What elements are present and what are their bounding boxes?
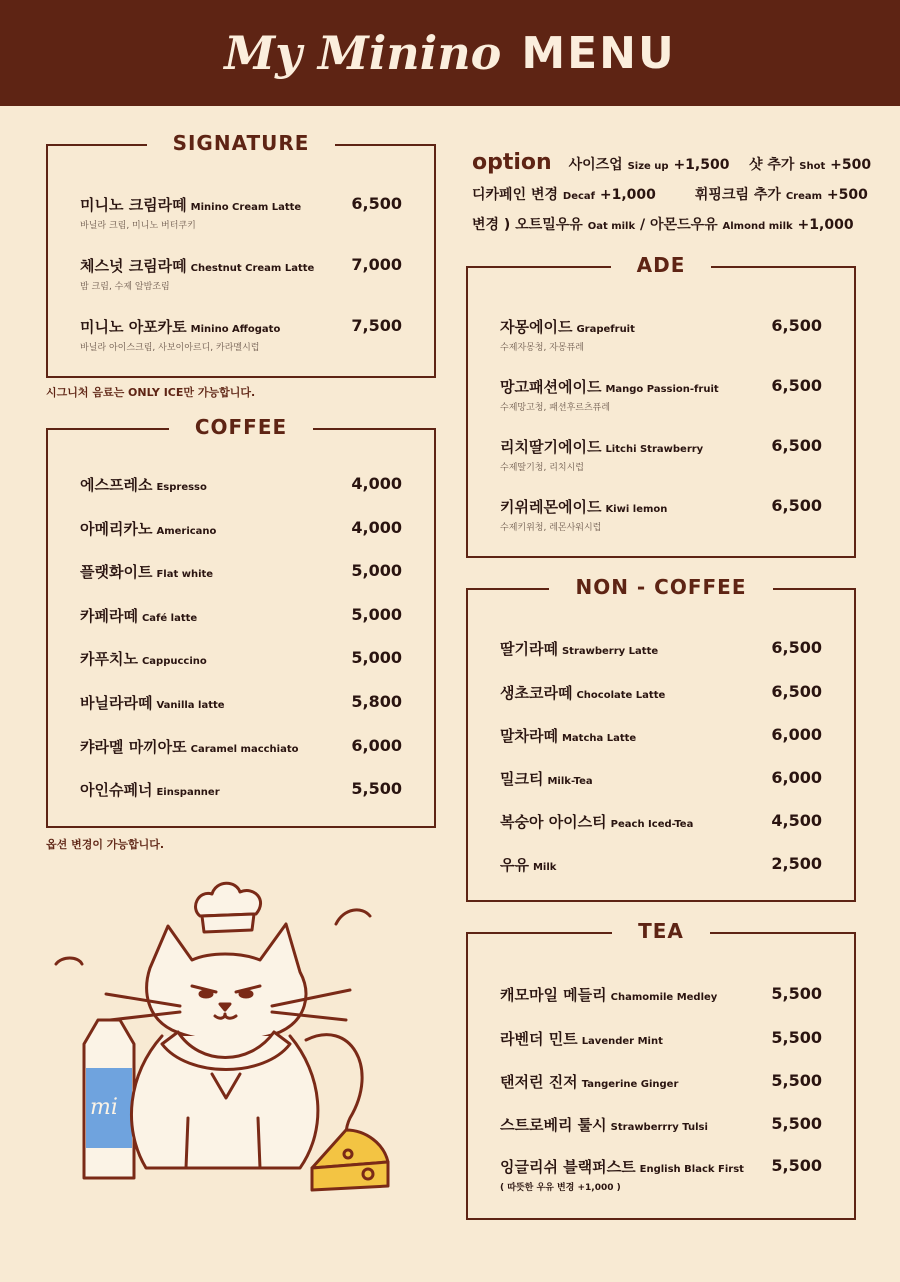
menu-item: 생초코라떼 Chocolate Latte 6,500	[500, 682, 822, 702]
option-almond-milk: 아몬드우유	[650, 217, 718, 233]
option-cream: 휘핑크림 추가	[694, 187, 781, 203]
signature-section	[46, 131, 436, 378]
options-line-1	[472, 150, 871, 175]
milk-label: mi	[90, 1095, 118, 1120]
title-menu: MENU	[521, 27, 676, 79]
coffee-note: 옵션 변경이 가능합니다.	[46, 838, 165, 851]
option-cream-price: +500	[826, 187, 868, 203]
menu-item: 잉글리쉬 블랙퍼스트 English Black First ( 따뜻한 우유 변경 +1,000 ) 5,500	[500, 1156, 822, 1193]
option-size-up-price: +1,500	[673, 157, 730, 173]
signature-title: SIGNATURE	[147, 131, 336, 155]
menu-item: 리치딸기에이드 Litchi Strawberry 수제딸기청, 리치시럽 6,500	[500, 436, 822, 473]
menu-item: 스트로베리 툴시 Strawberrry Tulsi 5,500	[500, 1114, 822, 1134]
menu-item: 카페라떼 Café latte 5,000	[80, 605, 402, 625]
menu-item: 자몽에이드 Grapefruit 수제자몽청, 자몽퓨레 6,500	[500, 316, 822, 353]
cat-chef-illustration	[50, 868, 430, 1204]
cheese-icon	[312, 1130, 388, 1190]
noncoffee-title: NON - COFFEE	[549, 575, 772, 599]
option-shot: 샷 추가	[748, 157, 795, 173]
menu-item: 미니노 아포카토 Minino Affogato 바닐라 아이스크림, 사보이아르디, 카라멜시럽 7,500	[80, 316, 402, 353]
menu-item: 미니노 크림라떼 Minino Cream Latte 바닐라 크림, 미니노 버터쿠키 6,500	[80, 194, 402, 231]
noncoffee-section	[466, 575, 856, 902]
chef-hat-icon	[196, 883, 261, 932]
ade-section	[466, 253, 856, 558]
option-milk-price: +1,000	[797, 217, 854, 233]
menu-item: 아메리카노 Americano 4,000	[80, 518, 402, 538]
option-cream-en: Cream	[785, 191, 823, 202]
option-size-up-en: Size up	[627, 161, 669, 172]
options-line-2	[472, 184, 868, 204]
option-separator: /	[640, 217, 646, 233]
option-shot-price: +500	[830, 157, 872, 173]
options-line-3	[472, 214, 854, 234]
menu-item: 복숭아 아이스티 Peach Iced-Tea 4,500	[500, 811, 822, 831]
coffee-section	[46, 415, 436, 828]
option-oat-milk: 오트밀우유	[515, 217, 583, 233]
option-shot-en: Shot	[799, 161, 826, 172]
option-decaf-price: +1,000	[599, 187, 656, 203]
options-label: option	[472, 150, 552, 175]
menu-item: 탠저린 진저 Tangerine Ginger 5,500	[500, 1071, 822, 1091]
menu-item: 캐모마일 메들리 Chamomile Medley 5,500	[500, 984, 822, 1004]
option-almond-milk-en: Almond milk	[722, 221, 793, 232]
option-change-prefix: 변경 )	[472, 217, 511, 233]
ade-title: ADE	[611, 253, 712, 277]
menu-item: 망고패션에이드 Mango Passion-fruit 수제망고청, 패션후르츠퓨레 6,500	[500, 376, 822, 413]
menu-item: 플랫화이트 Flat white 5,000	[80, 561, 402, 581]
menu-item: 말차라떼 Matcha Latte 6,000	[500, 725, 822, 745]
menu-item: 딸기라떼 Strawberry Latte 6,500	[500, 638, 822, 658]
menu-item: 카푸치노 Cappuccino 5,000	[80, 648, 402, 668]
menu-item: 체스넛 크림라떼 Chestnut Cream Latte 밤 크림, 수제 알밤조림 7,000	[80, 255, 402, 292]
signature-note: 시그니처 음료는 ONLY ICE만 가능합니다.	[46, 386, 256, 399]
coffee-title: COFFEE	[169, 415, 313, 439]
option-decaf: 디카페인 변경	[472, 187, 559, 203]
option-oat-milk-en: Oat milk	[587, 221, 636, 232]
tea-title: TEA	[612, 919, 710, 943]
option-size-up: 사이즈업	[568, 157, 623, 173]
menu-item: 바닐라라떼 Vanilla latte 5,800	[80, 692, 402, 712]
menu-item: 아인슈페너 Einspanner 5,500	[80, 779, 402, 799]
tea-section	[466, 919, 856, 1220]
menu-item: 밀크티 Milk-Tea 6,000	[500, 768, 822, 788]
menu-item: 캬라멜 마끼아또 Caramel macchiato 6,000	[80, 736, 402, 756]
menu-item: 우유 Milk 2,500	[500, 854, 822, 874]
title-script: My Minino	[224, 26, 502, 80]
option-decaf-en: Decaf	[562, 191, 596, 202]
menu-item: 라벤더 민트 Lavender Mint 5,500	[500, 1028, 822, 1048]
milk-carton-icon	[84, 1020, 134, 1178]
menu-item: 키위레몬에이드 Kiwi lemon 수제키위청, 레몬사워시럽 6,500	[500, 496, 822, 533]
menu-title	[0, 0, 900, 106]
menu-item: 에스프레소 Espresso 4,000	[80, 474, 402, 494]
